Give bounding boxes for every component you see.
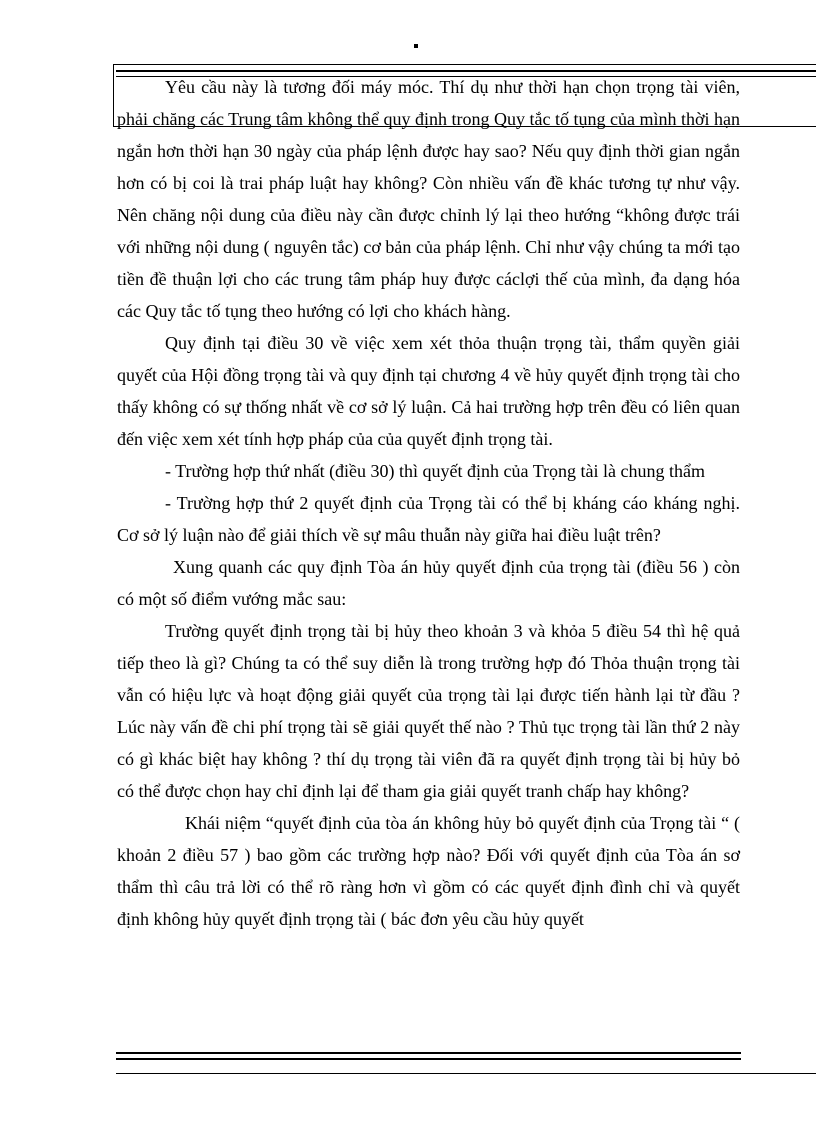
paragraph-5: Xung quanh các quy định Tòa án hủy quyết định của trọng tài (điều 56 ) còn có một số điểm vướng mắc sau: [117, 557, 740, 609]
document-body [117, 71, 740, 935]
paragraph-1: Yêu cầu này là tương đối máy móc. Thí dụ như thời hạn chọn trọng tài viên, phải chăng các Trung tâm không thể quy định trong Quy tắc tố tụng của mình thời hạn ngắn hơn thời hạn 30 ngày của pháp lệnh được hay sao? Nếu quy định thời gian ngắn hơn có bị coi là trai pháp luật hay không? Còn nhiều vấn đề khác tương tự như vậy. Nên chăng nội dung của điều này cần được chỉnh lý lại theo hướng “không được trái với những nội dung ( nguyên tắc) cơ bản của pháp lệnh. Chỉ như vậy chúng ta mới tạo tiền đề thuận lợi cho các trung tâm pháp huy được cáclợi thế của mình, đa dạng hóa các Quy tắc tố tụng theo hướng có lợi cho khách hàng. [117, 77, 740, 321]
footer-rule [116, 1073, 816, 1074]
paragraph-3: - Trường hợp thứ nhất (điều 30) thì quyết định của Trọng tài là chung thẩm [165, 461, 706, 481]
page-marker [414, 44, 418, 48]
paragraph-7: Khái niệm “quyết định của tòa án không hủy bỏ quyết định của Trọng tài “ ( khoản 2 điều 57 ) bao gồm các trường hợp nào? Đối với quyết định của Tòa án sơ thẩm thì câu trả lời có thể rõ ràng hơn vì gồm có các quyết định đình chỉ và quyết định không hủy quyết định trọng tài ( bác đơn yêu cầu hủy quyết [117, 813, 740, 929]
paragraph-2: Quy định tại điều 30 về việc xem xét thỏa thuận trọng tài, thẩm quyền giải quyết của Hội đồng trọng tài và quy định tại chương 4 về hủy quyết định trọng tài cho thấy không có sự thống nhất về cơ sở lý luận. Cả hai trường hợp trên đều có liên quan đến việc xem xét tính hợp pháp của của quyết định trọng tài. [117, 333, 740, 449]
paragraph-4: - Trường hợp thứ 2 quyết định của Trọng tài có thể bị kháng cáo kháng nghị. Cơ sở lý luận nào để giải thích về sự mâu thuẫn này giữa hai điều luật trên? [117, 493, 740, 545]
footer-double-rule [116, 1052, 741, 1060]
paragraph-6: Trường quyết định trọng tài bị hủy theo khoản 3 và khỏa 5 điều 54 thì hệ quả tiếp theo là gì? Chúng ta có thể suy diễn là trong trường hợp đó Thỏa thuận trọng tài vẫn có hiệu lực và hoạt động giải quyết của trọng tài lại được tiến hành lại từ đầu ? Lúc này vấn đề chi phí trọng tài sẽ giải quyết thế nào ? Thủ tục trọng tài lần thứ 2 này có gì khác biệt hay không ? thí dụ trọng tài viên đã ra quyết định trọng tài bị hủy bỏ có thể được chọn hay chỉ định lại để tham gia giải quyết tranh chấp hay không? [117, 621, 740, 801]
